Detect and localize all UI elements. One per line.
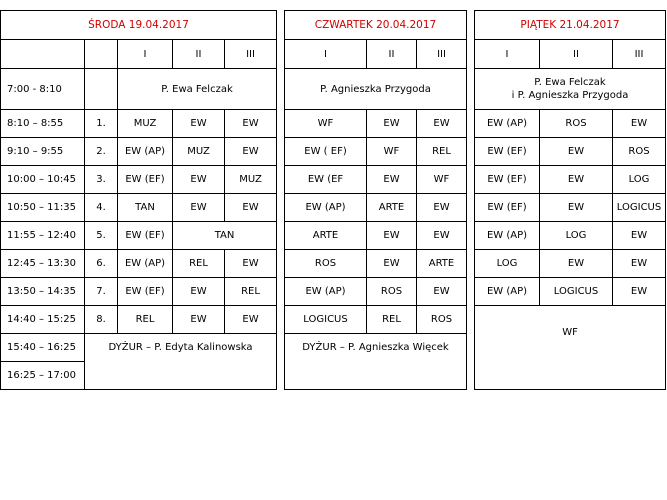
subject-cell: WF: [285, 110, 367, 138]
subject-cell: LOG: [475, 250, 540, 278]
thursday-title: CZWARTEK 20.04.2017: [285, 11, 467, 40]
subject-cell: EW (AP): [118, 138, 173, 166]
subject-cell: REL: [367, 306, 417, 334]
class-col-header: III: [225, 40, 277, 69]
thursday-table: [284, 10, 467, 390]
subject-cell: EW: [173, 166, 225, 194]
lesson-number: 4.: [85, 194, 118, 222]
subject-cell: EW (EF): [118, 166, 173, 194]
lesson-number: 7.: [85, 278, 118, 306]
subject-cell: EW: [173, 278, 225, 306]
subject-cell: EW: [613, 222, 666, 250]
subject-cell: EW: [367, 166, 417, 194]
subject-cell: EW: [225, 138, 277, 166]
time-cell: 9:10 – 9:55: [1, 138, 85, 166]
subject-cell: EW: [417, 222, 467, 250]
duty-cell: DYŻUR – P. Agnieszka Więcek: [285, 334, 467, 390]
blank-cell: [85, 40, 118, 69]
time-cell: 12:45 – 13:30: [1, 250, 85, 278]
subject-cell: LOGICUS: [613, 194, 666, 222]
lesson-number: 6.: [85, 250, 118, 278]
subject-cell: REL: [118, 306, 173, 334]
subject-cell: EW: [225, 250, 277, 278]
time-cell: 15:40 – 16:25: [1, 334, 85, 362]
subject-cell: EW (AP): [475, 222, 540, 250]
subject-cell: EW ( EF): [285, 138, 367, 166]
class-col-header: II: [367, 40, 417, 69]
class-col-header: II: [540, 40, 613, 69]
subject-cell: EW (AP): [118, 250, 173, 278]
subject-cell: LOG: [540, 222, 613, 250]
subject-cell: EW: [613, 250, 666, 278]
subject-cell: EW: [173, 110, 225, 138]
subject-cell: EW: [540, 166, 613, 194]
subject-cell: EW: [225, 306, 277, 334]
time-cell: 16:25 – 17:00: [1, 362, 85, 390]
subject-cell: EW: [173, 194, 225, 222]
class-col-header: I: [118, 40, 173, 69]
teacher-cell: P. Ewa Felczak: [118, 69, 277, 110]
subject-cell: EW (AP): [285, 278, 367, 306]
subject-cell: ROS: [540, 110, 613, 138]
class-col-header: I: [285, 40, 367, 69]
subject-cell: EW (EF): [118, 222, 173, 250]
subject-cell: EW: [417, 110, 467, 138]
subject-cell: REL: [225, 278, 277, 306]
time-cell: 11:55 – 12:40: [1, 222, 85, 250]
subject-cell: EW: [613, 278, 666, 306]
subject-cell: EW (EF): [475, 166, 540, 194]
subject-cell: EW: [367, 250, 417, 278]
subject-cell: MUZ: [118, 110, 173, 138]
subject-cell: EW (EF): [118, 278, 173, 306]
lesson-number: 5.: [85, 222, 118, 250]
teacher-line: i P. Agnieszka Przygoda: [511, 90, 629, 101]
lesson-number: 2.: [85, 138, 118, 166]
subject-cell: EW (EF: [285, 166, 367, 194]
friday-table: [474, 10, 666, 390]
time-cell: 14:40 – 15:25: [1, 306, 85, 334]
subject-cell: EW: [417, 278, 467, 306]
subject-cell: LOG: [613, 166, 666, 194]
subject-cell: EW: [540, 194, 613, 222]
subject-cell: ROS: [417, 306, 467, 334]
class-col-header: III: [417, 40, 467, 69]
duty-cell: DYŻUR – P. Edyta Kalinowska: [85, 334, 277, 390]
time-cell: 13:50 – 14:35: [1, 278, 85, 306]
class-col-header: I: [475, 40, 540, 69]
subject-cell: ROS: [613, 138, 666, 166]
subject-cell: EW (EF): [475, 194, 540, 222]
subject-cell: MUZ: [225, 166, 277, 194]
lesson-number: 1.: [85, 110, 118, 138]
subject-cell: EW (EF): [475, 138, 540, 166]
friday-title: PIĄTEK 21.04.2017: [475, 11, 666, 40]
subject-cell: EW (AP): [285, 194, 367, 222]
teacher-line: P. Ewa Felczak: [534, 77, 606, 88]
subject-cell: EW: [367, 110, 417, 138]
subject-cell: MUZ: [173, 138, 225, 166]
wednesday-table: [0, 10, 277, 390]
subject-cell: LOGICUS: [285, 306, 367, 334]
subject-cell: EW (AP): [475, 278, 540, 306]
time-cell: 7:00 - 8:10: [1, 69, 85, 110]
teacher-cell: P. Agnieszka Przygoda: [285, 69, 467, 110]
blank-cell: [1, 40, 85, 69]
subject-cell: EW: [613, 110, 666, 138]
subject-cell: REL: [417, 138, 467, 166]
subject-cell: WF: [417, 166, 467, 194]
lesson-number: 3.: [85, 166, 118, 194]
time-cell: 10:00 – 10:45: [1, 166, 85, 194]
subject-cell-wf: WF: [475, 306, 666, 390]
lesson-number: 8.: [85, 306, 118, 334]
blank-cell: [85, 69, 118, 110]
subject-cell: LOGICUS: [540, 278, 613, 306]
subject-cell: REL: [173, 250, 225, 278]
subject-cell: ARTE: [367, 194, 417, 222]
subject-cell: EW: [173, 306, 225, 334]
subject-cell: EW: [367, 222, 417, 250]
subject-cell: ROS: [367, 278, 417, 306]
subject-cell: EW: [417, 194, 467, 222]
class-col-header: II: [173, 40, 225, 69]
time-cell: 8:10 – 8:55: [1, 110, 85, 138]
subject-cell: WF: [367, 138, 417, 166]
subject-cell: EW: [225, 110, 277, 138]
teacher-cell: [475, 69, 666, 110]
subject-cell: ARTE: [285, 222, 367, 250]
subject-cell: EW: [540, 250, 613, 278]
subject-cell: EW: [540, 138, 613, 166]
wednesday-title: ŚRODA 19.04.2017: [1, 11, 277, 40]
class-col-header: III: [613, 40, 666, 69]
subject-cell: TAN: [173, 222, 277, 250]
subject-cell: ARTE: [417, 250, 467, 278]
subject-cell: TAN: [118, 194, 173, 222]
subject-cell: ROS: [285, 250, 367, 278]
subject-cell: EW: [225, 194, 277, 222]
time-cell: 10:50 – 11:35: [1, 194, 85, 222]
subject-cell: EW (AP): [475, 110, 540, 138]
